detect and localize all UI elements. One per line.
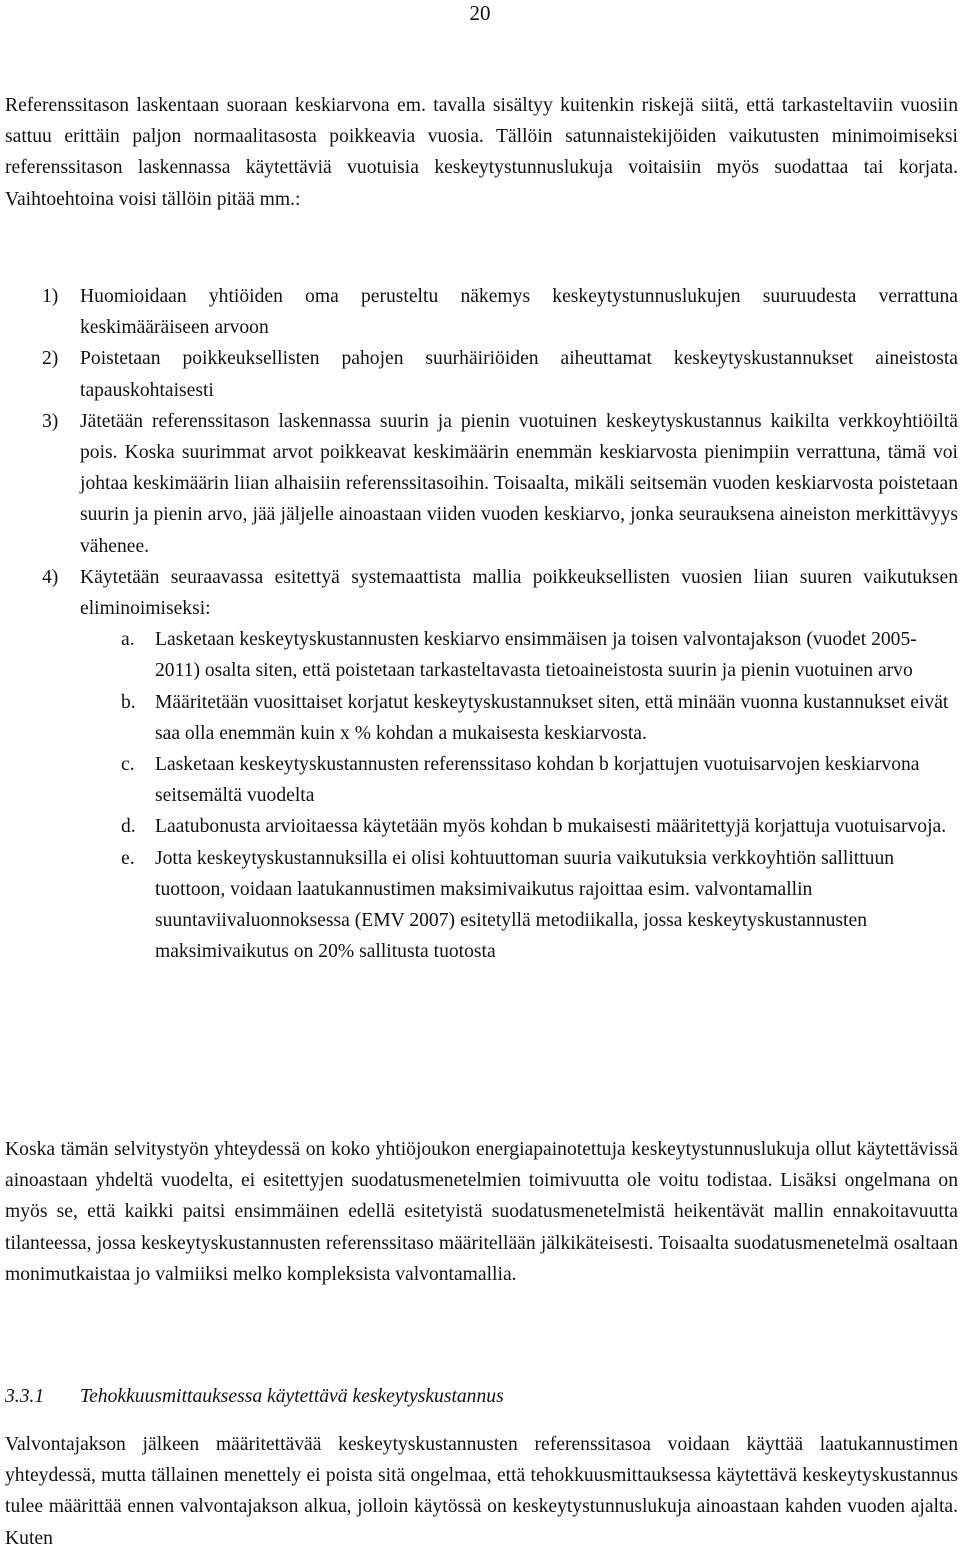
model-step-text: Määritetään vuosittaiset korjatut keskeytyskustannukset siten, että minään vuonna kustannukset eivät saa olla enemmän kuin x % kohdan a mukaisesta keskiarvosta. [155, 691, 949, 744]
option-text: Poistetaan poikkeuksellisten pahojen suurhäiriöiden aiheuttamat keskeytyskustannukset aineistosta tapauskohtaisesti [80, 348, 958, 401]
model-step-letter: c. [121, 754, 135, 776]
model-step-item [80, 811, 958, 842]
conclusion-paragraph: Koska tämän selvitystyön yhteydessä on koko yhtiöjoukon energiapainotettuja keskeytystunnuslukuja ollut käytettävissä ainoastaan yhdeltä vuodelta, ei esitettyjen suodatusmenetelmien toimivuutta ole voitu todistaa. Lisäksi ongelmana on myös se, että kaikki paitsi ensimmäinen edellä esitetyistä suodatusmenetelmistä heikentävät mallin ennakoitavuutta tilanteessa, jossa keskeytyskustannusten referenssitaso määritellään jälkikäteisesti. Toisaalta suodatusmenetelmä osaltaan monimutkaistaa jo valmiiksi melko kompleksista valvontamallia. [5, 1139, 958, 1285]
section-title: Tehokkuusmittauksessa käytettävä keskeytyskustannus [80, 1386, 504, 1407]
model-step-letter: d. [121, 816, 136, 838]
option-text: Jätetään referenssitason laskennassa suurin ja pienin vuotuinen keskeytyskustannus kaikilta verkkoyhtiöiltä pois. Koska suurimmat arvot poikkeavat keskimäärin enemmän keskiarvosta pienimpiin verrattuna, tämä voi johtaa keskimäärin liian alhaisiin referenssitasoihin. Toisaalta, mikäli seitsemän vuoden keskiarvosta poistetaan suurin ja pienin arvo, jää jäljelle ainoastaan viiden vuoden keskiarvo, jonka seurauksena aineiston merkittävyys vähenee. [80, 410, 958, 557]
intro-paragraph: Referenssitason laskentaan suoraan keskiarvona em. tavalla sisältyy kuitenkin riskejä siitä, että tarkasteltaviin vuosiin sattuu erittäin paljon normaalitasosta poikkeavia vuosia. Tällöin satunnaistekijöiden vaikutusten minimoimiseksi referenssitason laskennassa käytettäviä vuotuisia keskeytystunnuslukuja voitaisiin myös suodattaa tai korjata. Vaihtoehtoina voisi tällöin pitää mm.: [5, 95, 958, 210]
option-item [5, 406, 958, 562]
model-steps-list [80, 624, 958, 967]
model-step-text: Jotta keskeytyskustannuksilla ei olisi kohtuuttoman suuria vaikutuksia verkkoyhtiön sallittuun tuottoon, voidaan laatukannustimen maksimivaikutus rajoittaa esim. valvontamallin suuntaviivaluonnoksessa (EMV 2007) esitetyllä metodiikalla, jossa keskeytyskustannusten maksimivaikutus on 20% sallitusta tuotosta [155, 847, 895, 963]
page-number: 20 [469, 1, 491, 25]
model-step-letter: e. [121, 847, 135, 869]
option-number: 2) [42, 348, 59, 370]
section-heading [5, 1381, 958, 1412]
model-step-letter: a. [121, 629, 135, 651]
option-item [5, 281, 958, 343]
model-step-text: Laatubonusta arvioitaessa käytetään myös kohdan b mukaisesti määritettyjä korjattuja vuotuisarvoja. [155, 816, 947, 838]
section-paragraph: Valvontajakson jälkeen määritettävää keskeytyskustannusten referenssitasoa voidaan käyttää laatukannustimen yhteydessä, mutta tällainen menettely ei poista sitä ongelmaa, että tehokkuusmittauksessa käytettävä keskeytyskustannus tulee määrittää ennen valvontajakson alkua, jolloin käytössä on keskeytystunnuslukuja ainoastaan kahden vuoden ajalta. Kuten [5, 1434, 958, 1549]
model-step-item [80, 749, 958, 811]
option-item [5, 343, 958, 405]
options-list [5, 281, 958, 967]
section-number: 3.3.1 [5, 1386, 45, 1407]
model-step-item [80, 687, 958, 749]
option-text: Käytetään seuraavassa esitettyä systemaattista mallia poikkeuksellisten vuosien liian suuren vaikutuksen eliminoimiseksi: [80, 566, 958, 620]
model-step-item [80, 843, 958, 968]
model-step-item [80, 624, 958, 686]
option-item [5, 562, 958, 968]
model-step-letter: b. [121, 691, 136, 713]
option-number: 3) [42, 410, 59, 432]
model-step-text: Lasketaan keskeytyskustannusten referenssitaso kohdan b korjattujen vuotuisarvojen keskiarvona seitsemältä vuodelta [155, 754, 920, 807]
option-text: Huomioidaan yhtiöiden oma perusteltu näkemys keskeytystunnuslukujen suuruudesta verrattuna keskimääräiseen arvoon [80, 286, 958, 339]
model-step-text: Lasketaan keskeytyskustannusten keskiarvo ensimmäisen ja toisen valvontajakson (vuodet 2005-2011) osalta siten, että poistetaan tarkasteltavasta tietoaineistosta suurin ja pienin vuotuinen arvo [155, 629, 917, 682]
option-number: 1) [42, 286, 59, 307]
option-number: 4) [42, 566, 59, 588]
